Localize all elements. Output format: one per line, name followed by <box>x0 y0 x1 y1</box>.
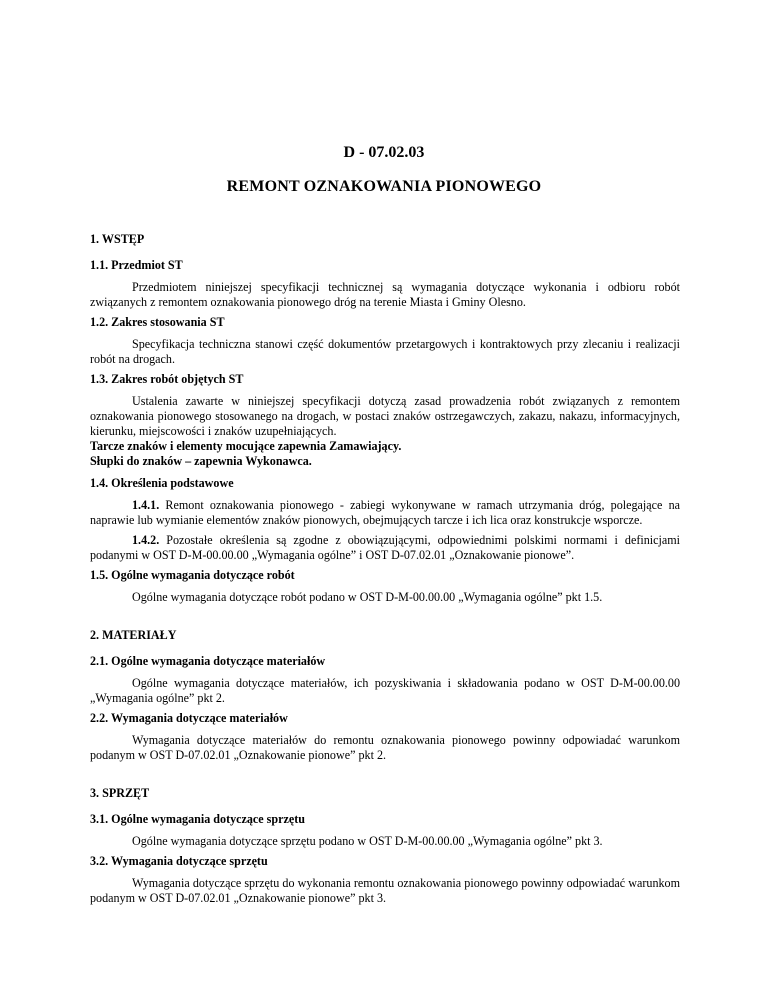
section-1-3-bold-2: Słupki do znaków – zapewnia Wykonawca. <box>90 454 312 468</box>
definition-1-4-2-number: 1.4.2. <box>132 533 160 547</box>
section-1-5-heading: 1.5. Ogólne wymagania dotyczące robót <box>90 568 295 582</box>
section-3-1-text: Ogólne wymagania dotyczące sprzętu podano w OST D-M-00.00.00 „Wymagania ogólne” pkt 3. <box>132 834 603 848</box>
definition-1-4-1 <box>90 498 680 528</box>
section-2-2-heading: 2.2. Wymagania dotyczące materiałów <box>90 711 288 725</box>
section-1-3-heading: 1.3. Zakres robót objętych ST <box>90 372 244 386</box>
section-2-heading: 2. MATERIAŁY <box>90 628 177 642</box>
section-1-heading: 1. WSTĘP <box>90 232 145 246</box>
section-3-2-heading: 3.2. Wymagania dotyczące sprzętu <box>90 854 268 868</box>
section-1-1-heading: 1.1. Przedmiot ST <box>90 258 183 272</box>
document-body <box>90 232 680 911</box>
definition-1-4-2 <box>90 533 680 563</box>
section-1-2-heading: 1.2. Zakres stosowania ST <box>90 315 225 329</box>
section-2-1-heading: 2.1. Ogólne wymagania dotyczące materiałów <box>90 654 326 668</box>
section-2-1-text: Ogólne wymagania dotyczące materiałów, ich pozyskiwania i składowania podano w OST D-M-00.00.00 „Wymagania ogólne” pkt 2. <box>90 676 680 705</box>
definition-1-4-1-text: Remont oznakowania pionowego - zabiegi wykonywane w ramach utrzymania dróg, polegające na naprawie lub wymianie elementów znaków pionowych, obejmujących tarcze i ich lica oraz konstrukcje wsporcze. <box>90 498 680 527</box>
section-1-3-bold-1: Tarcze znaków i elementy mocujące zapewnia Zamawiający. <box>90 439 402 453</box>
section-1-2-text: Specyfikacja techniczna stanowi część dokumentów przetargowych i kontraktowych przy zlecaniu i realizacji robót na drogach. <box>90 337 680 366</box>
definition-1-4-1-number: 1.4.1. <box>132 498 160 512</box>
definition-1-4-2-text: Pozostałe określenia są zgodne z obowiązującymi, odpowiednimi polskimi normami i definicjami podanymi w OST D-M-00.00.00 „Wymagania ogólne” i OST D-07.02.01 „Oznakowanie pionowe”. <box>90 533 680 562</box>
spec-title: REMONT OZNAKOWANIA PIONOWEGO <box>226 178 542 195</box>
section-1-4-heading: 1.4. Określenia podstawowe <box>90 476 234 490</box>
section-2-2-text: Wymagania dotyczące materiałów do remontu oznakowania pionowego powinny odpowiadać warunkom podanym w OST D-07.02.01 „Oznakowanie pionowe” pkt 2. <box>90 733 680 762</box>
section-3-2-text: Wymagania dotyczące sprzętu do wykonania remontu oznakowania pionowego powinny odpowiadać warunkom podanym w OST D-07.02.01 „Oznakowanie pionowe” pkt 3. <box>90 876 680 905</box>
spec-code: D - 07.02.03 <box>343 144 425 161</box>
section-3-1-heading: 3.1. Ogólne wymagania dotyczące sprzętu <box>90 812 305 826</box>
section-1-3-text: Ustalenia zawarte w niniejszej specyfikacji dotyczą zasad prowadzenia robót związanych z remontem oznakowania pionowego stosowanego na drogach, w postaci znaków ostrzegawczych, zakazu, nakazu, informacyjnych, kierunku, miejscowości i znaków uzupełniających. <box>90 394 680 438</box>
section-1-1-text: Przedmiotem niniejszej specyfikacji technicznej są wymagania dotyczące wykonania i odbioru robót związanych z remontem oznakowania pionowego dróg na terenie Miasta i Gminy Olesno. <box>90 280 680 309</box>
section-3-heading: 3. SPRZĘT <box>90 786 150 800</box>
section-1-5-text: Ogólne wymagania dotyczące robót podano w OST D-M-00.00.00 „Wymagania ogólne” pkt 1.5. <box>132 590 603 604</box>
